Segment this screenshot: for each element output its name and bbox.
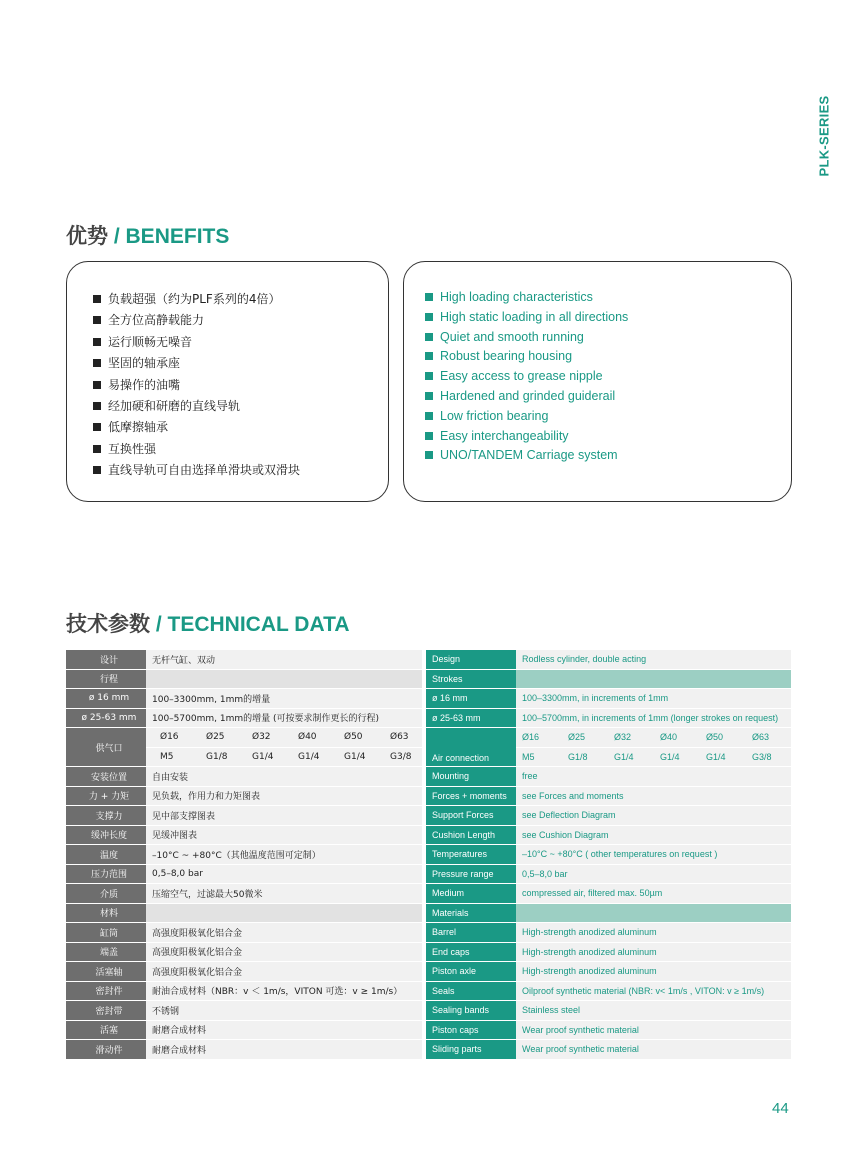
cylinder-size: Ø25 (192, 728, 238, 748)
port-size: G3/8 (746, 748, 791, 768)
table-row (66, 865, 791, 885)
cn-value: 不锈钢 (146, 1001, 422, 1021)
cn-value: 无杆气缸、双动 (146, 650, 422, 670)
benefit-item-en (425, 328, 628, 348)
table-row (66, 1001, 791, 1021)
port-size: G1/4 (284, 748, 330, 768)
benefit-text: 坚固的轴承座 (108, 356, 181, 371)
en-label: Support Forces (426, 806, 516, 826)
benefit-item-en (425, 387, 628, 407)
en-value: Wear proof synthetic material (516, 1040, 791, 1060)
benefit-item-en (425, 367, 628, 387)
cn-label: 支撑力 (66, 806, 146, 826)
benefits-title-cn: 优势 (66, 224, 108, 248)
bullet-square-icon (425, 392, 433, 400)
series-side-tag (800, 96, 848, 176)
table-row (66, 689, 791, 709)
cylinder-size: Ø63 (376, 728, 422, 748)
benefit-text: Easy interchangeability (440, 428, 569, 443)
en-value: Stainless steel (516, 1001, 791, 1021)
port-size: G1/4 (330, 748, 376, 768)
en-value: Oilproof synthetic material (NBR: v< 1m/s , VITON: v ≥ 1m/s) (516, 982, 791, 1002)
port-size: G3/8 (376, 748, 422, 768)
table-row (66, 826, 791, 846)
cn-label: 设计 (66, 650, 146, 670)
en-label: Piston caps (426, 1021, 516, 1041)
bullet-square-icon (425, 313, 433, 321)
cylinder-size: Ø40 (284, 728, 330, 748)
cn-label: 压力范围 (66, 865, 146, 885)
benefit-item-cn (93, 353, 300, 374)
table-row (66, 806, 791, 826)
bullet-square-icon (425, 451, 433, 459)
cn-label: 温度 (66, 845, 146, 865)
cn-label: 活塞轴 (66, 962, 146, 982)
en-value: High-strength anodized aluminum (516, 923, 791, 943)
benefit-item-cn (93, 310, 300, 331)
cn-value: 见中部支撑图表 (146, 806, 422, 826)
cn-label: 滑动件 (66, 1040, 146, 1060)
cn-value: 见负载，作用力和力矩图表 (146, 787, 422, 807)
technical-data-title (66, 608, 350, 638)
bullet-square-icon (93, 316, 101, 324)
benefit-text: High loading characteristics (440, 290, 593, 304)
bullet-square-icon (425, 372, 433, 380)
cn-value: 耐油合成材料（NBR：v ＜ 1m/s，VITON 可选：v ≥ 1m/s） (146, 982, 422, 1002)
cn-label: 缸筒 (66, 923, 146, 943)
table-row (66, 962, 791, 982)
en-label: Strokes (426, 670, 516, 690)
cn-label: 力 + 力矩 (66, 787, 146, 807)
en-label: Air connection (426, 728, 516, 767)
en-label: Sliding parts (426, 1040, 516, 1060)
bullet-square-icon (425, 333, 433, 341)
en-label: Materials (426, 904, 516, 924)
benefits-list-en (425, 288, 628, 466)
table-row (66, 845, 791, 865)
bullet-square-icon (425, 432, 433, 440)
en-value: compressed air, filtered max. 50µm (516, 884, 791, 904)
table-row (66, 728, 791, 748)
en-value: –10°C ~ +80°C ( other temperatures on request ) (516, 845, 791, 865)
benefit-text: High static loading in all directions (440, 309, 629, 324)
bullet-square-icon (93, 466, 101, 474)
en-value: 100–3300mm, in increments of 1mm (516, 689, 791, 709)
tech-title-sep: / (150, 613, 168, 636)
bullet-square-icon (425, 352, 433, 360)
tech-title-cn: 技术参数 (66, 612, 150, 636)
benefit-item-en (425, 288, 628, 308)
benefit-item-cn (93, 289, 300, 310)
table-row (66, 670, 791, 690)
series-side-tag-text: PLK-SERIES (816, 95, 832, 177)
page-number: 44 (772, 1100, 789, 1117)
cn-label: 密封带 (66, 1001, 146, 1021)
cn-label: 安装位置 (66, 767, 146, 787)
table-row (66, 709, 791, 729)
table-row (66, 767, 791, 787)
en-value: 100–5700mm, in increments of 1mm (longer strokes on request) (516, 709, 791, 729)
en-value: Rodless cylinder, double acting (516, 650, 791, 670)
cylinder-size: Ø63 (746, 728, 791, 748)
bullet-square-icon (93, 338, 101, 346)
en-label: Piston axle (426, 962, 516, 982)
table-row (66, 943, 791, 963)
en-label: ø 25-63 mm (426, 709, 516, 729)
cn-label: ø 16 mm (66, 689, 146, 709)
bullet-square-icon (93, 359, 101, 367)
benefits-box-en (403, 261, 792, 502)
en-label: Forces + moments (426, 787, 516, 807)
bullet-square-icon (93, 295, 101, 303)
benefit-item-cn (93, 439, 300, 460)
benefit-item-cn (93, 417, 300, 438)
en-value: High-strength anodized aluminum (516, 943, 791, 963)
en-value: 0,5–8,0 bar (516, 865, 791, 885)
benefit-text: 运行顺畅无噪音 (108, 334, 193, 349)
table-row (66, 923, 791, 943)
cn-value: 100–5700mm, 1mm的增量 (可按要求制作更长的行程) (146, 709, 422, 729)
cn-label: 供气口 (66, 728, 146, 767)
table-row (66, 650, 791, 670)
cn-value: 见缓冲图表 (146, 826, 422, 846)
cn-label: 行程 (66, 670, 146, 690)
port-size: M5 (516, 748, 562, 768)
benefit-text: Robust bearing housing (440, 349, 573, 364)
bullet-square-icon (93, 423, 101, 431)
benefits-list-cn (93, 289, 300, 482)
cylinder-size: Ø16 (516, 728, 562, 748)
cn-label: 密封件 (66, 982, 146, 1002)
cylinder-size: Ø32 (238, 728, 284, 748)
cylinder-size: Ø32 (608, 728, 654, 748)
benefits-title (66, 220, 229, 250)
benefit-item-cn (93, 332, 300, 353)
en-value: Wear proof synthetic material (516, 1021, 791, 1041)
benefit-item-cn (93, 460, 300, 481)
port-size: G1/4 (238, 748, 284, 768)
benefit-text: 互换性强 (108, 441, 157, 456)
benefit-item-cn (93, 375, 300, 396)
cn-value: 压缩空气，过滤最大50微米 (146, 884, 422, 904)
bullet-square-icon (425, 412, 433, 420)
benefit-item-en (425, 446, 628, 466)
cn-value: 自由安装 (146, 767, 422, 787)
table-row (66, 982, 791, 1002)
benefits-title-sep: / (108, 225, 126, 248)
benefit-text: UNO/TANDEM Carriage system (440, 448, 618, 463)
en-value: free (516, 767, 791, 787)
en-group-value (516, 670, 791, 690)
cn-value: 0,5–8,0 bar (146, 865, 422, 885)
benefit-text: 负载超强（约为PLF系列的4倍） (108, 292, 281, 306)
en-label: End caps (426, 943, 516, 963)
en-value: see Cushion Diagram (516, 826, 791, 846)
en-label: Sealing bands (426, 1001, 516, 1021)
benefit-item-en (425, 308, 628, 328)
benefit-text: Hardened and grinded guiderail (440, 388, 616, 403)
cn-label: 活塞 (66, 1021, 146, 1041)
benefit-text: 低摩擦轴承 (108, 420, 169, 435)
benefit-text: 直线导轨可自由选择单滑块或双滑块 (108, 463, 301, 478)
benefit-text: Quiet and smooth running (440, 329, 584, 344)
bullet-square-icon (93, 402, 101, 410)
cn-value: 高强度阳极氧化铝合金 (146, 962, 422, 982)
cylinder-size: Ø50 (700, 728, 746, 748)
en-label: Seals (426, 982, 516, 1002)
benefit-text: 易操作的油嘴 (108, 377, 181, 392)
port-size: G1/4 (654, 748, 700, 768)
cn-label: 缓冲长度 (66, 826, 146, 846)
port-size: G1/8 (192, 748, 238, 768)
technical-data-table (66, 650, 791, 1060)
cylinder-size: Ø16 (146, 728, 192, 748)
cylinder-size: Ø50 (330, 728, 376, 748)
port-size: G1/4 (608, 748, 654, 768)
benefit-text: Low friction bearing (440, 408, 549, 423)
en-label: Mounting (426, 767, 516, 787)
cylinder-size: Ø40 (654, 728, 700, 748)
cylinder-size: Ø25 (562, 728, 608, 748)
port-size: G1/4 (700, 748, 746, 768)
en-label: Temperatures (426, 845, 516, 865)
bullet-square-icon (93, 381, 101, 389)
benefit-item-cn (93, 396, 300, 417)
benefits-title-en: BENEFITS (125, 225, 230, 248)
table-row (66, 787, 791, 807)
benefit-text: 经加硬和研磨的直线导轨 (108, 398, 241, 413)
en-label: Medium (426, 884, 516, 904)
benefit-item-en (425, 407, 628, 427)
en-value: see Deflection Diagram (516, 806, 791, 826)
cn-group-value (146, 904, 422, 924)
en-value: High-strength anodized aluminum (516, 962, 791, 982)
benefit-text: Easy access to grease nipple (440, 369, 603, 384)
benefit-item-en (425, 347, 628, 367)
cn-group-value (146, 670, 422, 690)
cn-label: 端盖 (66, 943, 146, 963)
tech-title-en: TECHNICAL DATA (167, 613, 350, 636)
en-label: Pressure range (426, 865, 516, 885)
table-row (66, 884, 791, 904)
benefit-item-en (425, 427, 628, 447)
bullet-square-icon (93, 445, 101, 453)
en-group-value (516, 904, 791, 924)
port-size: G1/8 (562, 748, 608, 768)
en-label: Design (426, 650, 516, 670)
cn-label: 介质 (66, 884, 146, 904)
table-row (66, 1021, 791, 1041)
bullet-square-icon (425, 293, 433, 301)
cn-label: ø 25-63 mm (66, 709, 146, 729)
en-label: ø 16 mm (426, 689, 516, 709)
en-label: Barrel (426, 923, 516, 943)
cn-value: 耐磨合成材料 (146, 1040, 422, 1060)
cn-value: 高强度阳极氧化铝合金 (146, 923, 422, 943)
table-row (66, 904, 791, 924)
en-value: see Forces and moments (516, 787, 791, 807)
en-label: Cushion Length (426, 826, 516, 846)
cn-value: 高强度阳极氧化铝合金 (146, 943, 422, 963)
cn-value: 耐磨合成材料 (146, 1021, 422, 1041)
port-size: M5 (146, 748, 192, 768)
benefits-box-cn (66, 261, 389, 502)
cn-value: 100–3300mm, 1mm的增量 (146, 689, 422, 709)
cn-value: –10°C ~ +80°C（其他温度范围可定制） (146, 845, 422, 865)
table-row (66, 1040, 791, 1060)
benefit-text: 全方位高静载能力 (108, 313, 205, 328)
cn-label: 材料 (66, 904, 146, 924)
